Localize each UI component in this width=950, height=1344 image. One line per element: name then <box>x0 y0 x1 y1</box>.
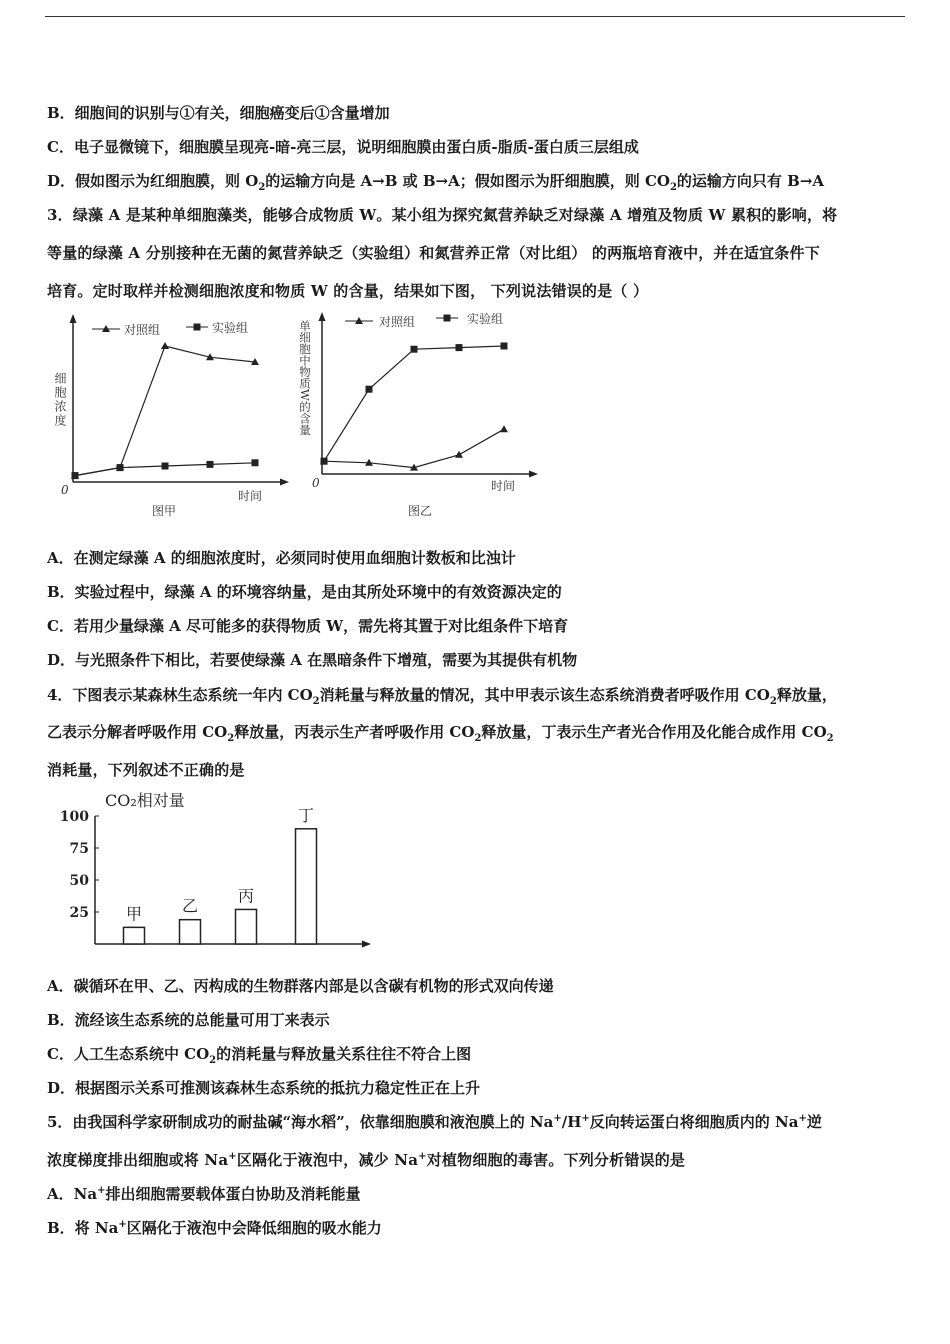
figure-b-legend <box>345 312 503 329</box>
bar-2-label: 乙 <box>181 896 199 916</box>
figure-a-ylabel: 细胞浓度 <box>53 372 67 428</box>
figure-b-legend-exp: 实验组 <box>467 312 504 326</box>
figure-a-series-2-point <box>252 459 259 466</box>
figure-b-caption: 图乙 <box>408 504 433 518</box>
figure-b-series-2-point <box>321 458 328 465</box>
figure-b-chart <box>295 308 555 523</box>
figure-a-legend-square <box>194 324 201 331</box>
q4-stem-line2: 乙表示分解者呼吸作用 $CO_2$释放量，丙表示生产者呼吸作用 $CO_2$释放量，丁表示生产者光合作用及化能合成作用 $CO_2$ <box>47 723 834 744</box>
q4-stem-line3: 消耗量，下列叙述不正确的是 <box>47 761 245 779</box>
prev-option-d: D．假如图示为红细胞膜，则 $O_2$的运输方向是 A→B 或 B→A；假如图示为肝细胞膜，则 $CO_2$的运输方向只有 B→A <box>47 172 825 193</box>
figure-b-xlabel: 时间 <box>491 479 516 493</box>
q4-option-d: D．根据图示关系可推测该森林生态系统的抵抗力稳定性正在上升 <box>47 1079 481 1097</box>
figure-b-series-2-point <box>501 343 508 350</box>
figure-a-plot <box>71 342 259 479</box>
q3-stem-line3: 培育。定时取样并检测细胞浓度和物质 W 的含量，结果如下图， 下列说法错误的是（ ） <box>47 282 649 300</box>
bar-1 <box>124 927 145 944</box>
prev-option-c: C．电子显微镜下，细胞膜呈现亮-暗-亮三层，说明细胞膜由蛋白质-脂质-蛋白质三层组成 <box>47 138 639 156</box>
figure-a-series-2-point <box>207 461 214 468</box>
figure-a-series-2-point <box>162 463 169 470</box>
q3-stem-line1: 3．绿藻 A 是某种单细胞藻类，能够合成物质 W。某小组为探究氮营养缺乏对绿藻 A 增殖及物质 W 累积的影响，将 <box>47 206 838 224</box>
q3-stem-line2: 等量的绿藻 A 分别接种在无菌的氮营养缺乏（实验组）和氮营养正常（对比组） 的两瓶培育液中，并在适宜条件下 <box>47 244 820 262</box>
q4-option-c: C．人工生态系统中 $CO_2$的消耗量与释放量关系往往不符合上图 <box>47 1045 472 1066</box>
q3-option-b: B．实验过程中，绿藻 A 的环境容纳量，是由其所处环境中的有效资源决定的 <box>47 583 562 601</box>
figure-a-series-2-point <box>72 472 79 479</box>
figure-b-ylabel: 单细胞中物质W的含量 <box>298 320 312 436</box>
figure-b-series-1-point <box>455 451 463 458</box>
bar-3 <box>236 909 257 944</box>
figure-b-series-2-point <box>456 344 463 351</box>
figure-a-series-1-point <box>161 342 169 349</box>
figure-b-origin: 0 <box>312 476 320 490</box>
q3-option-d: D．与光照条件下相比，若要使绿藻 A 在黑暗条件下增殖，需要为其提供有机物 <box>47 651 578 669</box>
figure-co2-chart <box>55 786 385 956</box>
bar-chart-tick-label: 75 <box>69 841 89 857</box>
bar-chart-bars <box>124 806 317 944</box>
q4-option-a: A．碳循环在甲、乙、丙构成的生物群落内部是以含碳有机物的形式双向传递 <box>47 977 554 995</box>
q3-option-a: A．在测定绿藻 A 的细胞浓度时，必须同时使用血细胞计数板和比浊计 <box>47 549 516 567</box>
bar-3-label: 丙 <box>237 886 255 906</box>
bar-4 <box>296 829 317 944</box>
figure-b-legend-control: 对照组 <box>379 315 416 329</box>
prev-option-b: B．细胞间的识别与①有关，细胞癌变后①含量增加 <box>47 104 390 122</box>
figure-a-series-2-point <box>117 464 124 471</box>
figure-a-series-1-line <box>75 346 255 476</box>
figure-b-plot <box>320 343 508 471</box>
figure-b-series-2-point <box>366 386 373 393</box>
figure-a-legend-control: 对照组 <box>124 323 161 337</box>
bar-2 <box>180 920 201 944</box>
figure-a-legend <box>92 321 248 337</box>
figure-b-axes <box>319 312 539 478</box>
q5-stem-line1: 5．由我国科学家研制成功的耐盐碱“海水稻”，依靠细胞膜和液泡膜上的 Na+/H+反向转运蛋白将细胞质内的 Na+逆 <box>47 1113 822 1131</box>
bar-1-label: 甲 <box>125 904 143 924</box>
top-rule <box>45 16 905 17</box>
q3-option-c: C．若用少量绿藻 A 尽可能多的获得物质 W，需先将其置于对比组条件下培育 <box>47 617 569 635</box>
bar-chart-tick-label: 100 <box>59 809 89 825</box>
figure-a-caption: 图甲 <box>152 504 177 518</box>
figure-b-series-1-point <box>500 425 508 432</box>
q4-stem-line1: 4．下图表示某森林生态系统一年内 $CO_2$消耗量与释放量的情况，其中甲表示该生态系统消费者呼吸作用 $CO_2$释放量， <box>47 686 837 707</box>
q5-option-a: A．Na+排出细胞需要载体蛋白协助及消耗能量 <box>47 1185 361 1203</box>
q5-option-b: B．将 Na+区隔化于液泡中会降低细胞的吸水能力 <box>47 1219 382 1237</box>
figure-b-legend-square <box>444 315 451 322</box>
figure-a-legend-exp: 实验组 <box>212 321 249 335</box>
figure-b-series-2-point <box>411 346 418 353</box>
q5-stem-line2: 浓度梯度排出细胞或将 Na+区隔化于液泡中，减少 Na+对植物细胞的毒害。下列分析错误的是 <box>47 1151 686 1169</box>
bar-4-label: 丁 <box>297 805 315 825</box>
bar-chart-ticks <box>60 809 99 921</box>
bar-chart-ylabel: CO₂相对量 <box>105 791 185 810</box>
figure-b-series-1-line <box>324 429 504 467</box>
figure-a-origin: 0 <box>61 483 69 497</box>
figure-a-chart <box>40 312 300 527</box>
q4-option-b: B．流经该生态系统的总能量可用丁来表示 <box>47 1011 330 1029</box>
figure-a-xlabel: 时间 <box>238 489 263 503</box>
bar-chart-tick-label: 25 <box>69 905 89 921</box>
bar-chart-tick-label: 50 <box>69 873 89 889</box>
